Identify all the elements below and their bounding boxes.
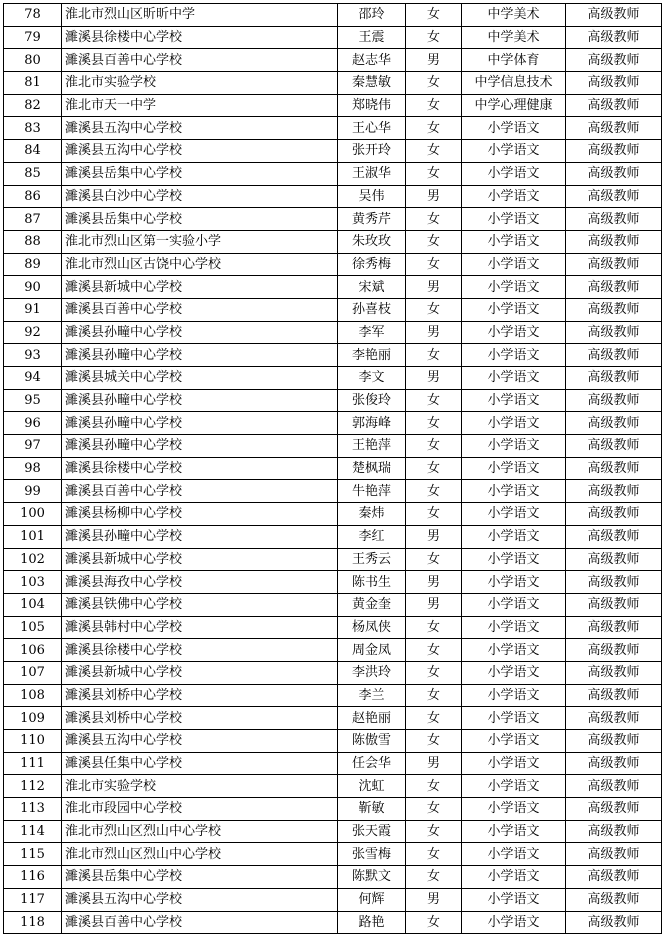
professional-title-cell: 高级教师: [566, 752, 662, 775]
teacher-name-cell: 周金凤: [338, 639, 406, 662]
teacher-table-body: [4, 4, 662, 934]
professional-title-cell: 高级教师: [566, 480, 662, 503]
subject-cell: 中学美术: [462, 26, 566, 49]
school-name-cell: 淮北市烈山区烈山中心学校: [62, 820, 338, 843]
row-number-cell: 82: [4, 94, 62, 117]
table-row: [4, 752, 662, 775]
gender-cell: 女: [406, 457, 462, 480]
gender-cell: 女: [406, 480, 462, 503]
subject-cell: 中学美术: [462, 4, 566, 27]
school-name-cell: 濉溪县五沟中心学校: [62, 888, 338, 911]
teacher-name-cell: 王秀云: [338, 548, 406, 571]
subject-cell: 小学语文: [462, 185, 566, 208]
row-number-cell: 108: [4, 684, 62, 707]
teacher-name-cell: 路艳: [338, 911, 406, 934]
gender-cell: 男: [406, 593, 462, 616]
subject-cell: 中学体育: [462, 49, 566, 72]
row-number-cell: 96: [4, 412, 62, 435]
school-name-cell: 濉溪县孙疃中心学校: [62, 435, 338, 458]
teacher-name-cell: 张天霞: [338, 820, 406, 843]
subject-cell: 小学语文: [462, 321, 566, 344]
professional-title-cell: 高级教师: [566, 525, 662, 548]
table-row: [4, 4, 662, 27]
teacher-name-cell: 张俊玲: [338, 389, 406, 412]
teacher-name-cell: 王淑华: [338, 162, 406, 185]
row-number-cell: 79: [4, 26, 62, 49]
professional-title-cell: 高级教师: [566, 412, 662, 435]
subject-cell: 小学语文: [462, 162, 566, 185]
subject-cell: 小学语文: [462, 911, 566, 934]
gender-cell: 女: [406, 298, 462, 321]
school-name-cell: 淮北市烈山区烈山中心学校: [62, 843, 338, 866]
professional-title-cell: 高级教师: [566, 911, 662, 934]
table-row: [4, 684, 662, 707]
row-number-cell: 101: [4, 525, 62, 548]
teacher-name-cell: 王震: [338, 26, 406, 49]
table-row: [4, 888, 662, 911]
professional-title-cell: 高级教师: [566, 72, 662, 95]
subject-cell: 小学语文: [462, 367, 566, 390]
teacher-name-cell: 李兰: [338, 684, 406, 707]
row-number-cell: 92: [4, 321, 62, 344]
table-row: [4, 49, 662, 72]
school-name-cell: 濉溪县孙疃中心学校: [62, 389, 338, 412]
subject-cell: 小学语文: [462, 344, 566, 367]
teacher-name-cell: 张雪梅: [338, 843, 406, 866]
table-row: [4, 798, 662, 821]
school-name-cell: 濉溪县五沟中心学校: [62, 140, 338, 163]
subject-cell: 小学语文: [462, 389, 566, 412]
row-number-cell: 106: [4, 639, 62, 662]
professional-title-cell: 高级教师: [566, 798, 662, 821]
table-row: [4, 616, 662, 639]
gender-cell: 女: [406, 435, 462, 458]
table-row: [4, 707, 662, 730]
gender-cell: 男: [406, 525, 462, 548]
gender-cell: 男: [406, 185, 462, 208]
teacher-name-cell: 吴伟: [338, 185, 406, 208]
gender-cell: 女: [406, 140, 462, 163]
row-number-cell: 117: [4, 888, 62, 911]
teacher-list-sheet: [3, 3, 662, 934]
table-row: [4, 298, 662, 321]
gender-cell: 女: [406, 412, 462, 435]
school-name-cell: 濉溪县岳集中心学校: [62, 162, 338, 185]
school-name-cell: 濉溪县任集中心学校: [62, 752, 338, 775]
row-number-cell: 80: [4, 49, 62, 72]
gender-cell: 女: [406, 72, 462, 95]
table-row: [4, 94, 662, 117]
teacher-name-cell: 王心华: [338, 117, 406, 140]
gender-cell: 女: [406, 230, 462, 253]
gender-cell: 女: [406, 94, 462, 117]
professional-title-cell: 高级教师: [566, 298, 662, 321]
row-number-cell: 105: [4, 616, 62, 639]
professional-title-cell: 高级教师: [566, 117, 662, 140]
gender-cell: 女: [406, 26, 462, 49]
gender-cell: 男: [406, 276, 462, 299]
subject-cell: 小学语文: [462, 435, 566, 458]
teacher-name-cell: 陈傲雪: [338, 730, 406, 753]
table-row: [4, 230, 662, 253]
professional-title-cell: 高级教师: [566, 457, 662, 480]
teacher-name-cell: 王艳萍: [338, 435, 406, 458]
row-number-cell: 97: [4, 435, 62, 458]
teacher-name-cell: 杨凤侠: [338, 616, 406, 639]
school-name-cell: 濉溪县岳集中心学校: [62, 208, 338, 231]
gender-cell: 男: [406, 571, 462, 594]
professional-title-cell: 高级教师: [566, 253, 662, 276]
school-name-cell: 濉溪县孙疃中心学校: [62, 412, 338, 435]
row-number-cell: 91: [4, 298, 62, 321]
gender-cell: 女: [406, 911, 462, 934]
teacher-name-cell: 楚枫瑞: [338, 457, 406, 480]
subject-cell: 小学语文: [462, 730, 566, 753]
subject-cell: 小学语文: [462, 820, 566, 843]
gender-cell: 女: [406, 4, 462, 27]
table-row: [4, 435, 662, 458]
table-row: [4, 321, 662, 344]
subject-cell: 中学心理健康: [462, 94, 566, 117]
subject-cell: 小学语文: [462, 253, 566, 276]
teacher-name-cell: 靳敏: [338, 798, 406, 821]
teacher-name-cell: 秦炜: [338, 503, 406, 526]
school-name-cell: 濉溪县五沟中心学校: [62, 730, 338, 753]
subject-cell: 小学语文: [462, 866, 566, 889]
row-number-cell: 89: [4, 253, 62, 276]
gender-cell: 女: [406, 253, 462, 276]
professional-title-cell: 高级教师: [566, 820, 662, 843]
school-name-cell: 淮北市天一中学: [62, 94, 338, 117]
school-name-cell: 濉溪县百善中心学校: [62, 49, 338, 72]
school-name-cell: 濉溪县新城中心学校: [62, 548, 338, 571]
subject-cell: 小学语文: [462, 480, 566, 503]
gender-cell: 女: [406, 639, 462, 662]
table-row: [4, 639, 662, 662]
subject-cell: 小学语文: [462, 707, 566, 730]
row-number-cell: 98: [4, 457, 62, 480]
teacher-name-cell: 郭海峰: [338, 412, 406, 435]
professional-title-cell: 高级教师: [566, 571, 662, 594]
gender-cell: 女: [406, 389, 462, 412]
gender-cell: 女: [406, 684, 462, 707]
subject-cell: 小学语文: [462, 616, 566, 639]
table-row: [4, 911, 662, 934]
table-row: [4, 593, 662, 616]
row-number-cell: 85: [4, 162, 62, 185]
school-name-cell: 濉溪县五沟中心学校: [62, 117, 338, 140]
table-row: [4, 26, 662, 49]
teacher-name-cell: 朱玫玫: [338, 230, 406, 253]
teacher-name-cell: 徐秀梅: [338, 253, 406, 276]
professional-title-cell: 高级教师: [566, 208, 662, 231]
gender-cell: 女: [406, 707, 462, 730]
professional-title-cell: 高级教师: [566, 344, 662, 367]
table-row: [4, 457, 662, 480]
table-row: [4, 117, 662, 140]
subject-cell: 小学语文: [462, 412, 566, 435]
teacher-name-cell: 牛艳萍: [338, 480, 406, 503]
table-row: [4, 140, 662, 163]
subject-cell: 小学语文: [462, 661, 566, 684]
table-row: [4, 253, 662, 276]
professional-title-cell: 高级教师: [566, 162, 662, 185]
professional-title-cell: 高级教师: [566, 593, 662, 616]
gender-cell: 女: [406, 208, 462, 231]
teacher-name-cell: 孙喜枝: [338, 298, 406, 321]
school-name-cell: 濉溪县百善中心学校: [62, 298, 338, 321]
teacher-name-cell: 李艳丽: [338, 344, 406, 367]
professional-title-cell: 高级教师: [566, 730, 662, 753]
teacher-name-cell: 沈虹: [338, 775, 406, 798]
row-number-cell: 90: [4, 276, 62, 299]
subject-cell: 小学语文: [462, 548, 566, 571]
teacher-name-cell: 赵志华: [338, 49, 406, 72]
professional-title-cell: 高级教师: [566, 321, 662, 344]
table-row: [4, 571, 662, 594]
professional-title-cell: 高级教师: [566, 49, 662, 72]
gender-cell: 男: [406, 752, 462, 775]
row-number-cell: 81: [4, 72, 62, 95]
professional-title-cell: 高级教师: [566, 230, 662, 253]
school-name-cell: 濉溪县百善中心学校: [62, 480, 338, 503]
gender-cell: 女: [406, 162, 462, 185]
row-number-cell: 87: [4, 208, 62, 231]
professional-title-cell: 高级教师: [566, 367, 662, 390]
subject-cell: 中学信息技术: [462, 72, 566, 95]
subject-cell: 小学语文: [462, 752, 566, 775]
school-name-cell: 淮北市烈山区古饶中心学校: [62, 253, 338, 276]
row-number-cell: 83: [4, 117, 62, 140]
table-row: [4, 775, 662, 798]
teacher-name-cell: 任会华: [338, 752, 406, 775]
row-number-cell: 95: [4, 389, 62, 412]
school-name-cell: 濉溪县徐楼中心学校: [62, 26, 338, 49]
row-number-cell: 104: [4, 593, 62, 616]
school-name-cell: 淮北市烈山区第一实验小学: [62, 230, 338, 253]
table-row: [4, 72, 662, 95]
professional-title-cell: 高级教师: [566, 707, 662, 730]
teacher-name-cell: 李洪玲: [338, 661, 406, 684]
teacher-name-cell: 李文: [338, 367, 406, 390]
row-number-cell: 114: [4, 820, 62, 843]
professional-title-cell: 高级教师: [566, 661, 662, 684]
subject-cell: 小学语文: [462, 775, 566, 798]
table-row: [4, 525, 662, 548]
row-number-cell: 100: [4, 503, 62, 526]
gender-cell: 男: [406, 367, 462, 390]
row-number-cell: 112: [4, 775, 62, 798]
school-name-cell: 濉溪县新城中心学校: [62, 661, 338, 684]
school-name-cell: 濉溪县海孜中心学校: [62, 571, 338, 594]
professional-title-cell: 高级教师: [566, 26, 662, 49]
school-name-cell: 濉溪县杨柳中心学校: [62, 503, 338, 526]
school-name-cell: 濉溪县刘桥中心学校: [62, 684, 338, 707]
row-number-cell: 109: [4, 707, 62, 730]
gender-cell: 女: [406, 616, 462, 639]
table-row: [4, 412, 662, 435]
school-name-cell: 濉溪县孙疃中心学校: [62, 321, 338, 344]
school-name-cell: 淮北市实验学校: [62, 775, 338, 798]
professional-title-cell: 高级教师: [566, 888, 662, 911]
teacher-name-cell: 陈书生: [338, 571, 406, 594]
table-row: [4, 503, 662, 526]
school-name-cell: 濉溪县徐楼中心学校: [62, 457, 338, 480]
teacher-name-cell: 李红: [338, 525, 406, 548]
professional-title-cell: 高级教师: [566, 775, 662, 798]
table-row: [4, 276, 662, 299]
gender-cell: 男: [406, 49, 462, 72]
subject-cell: 小学语文: [462, 639, 566, 662]
school-name-cell: 濉溪县城关中心学校: [62, 367, 338, 390]
gender-cell: 女: [406, 798, 462, 821]
row-number-cell: 116: [4, 866, 62, 889]
teacher-name-cell: 陈默文: [338, 866, 406, 889]
table-row: [4, 480, 662, 503]
row-number-cell: 84: [4, 140, 62, 163]
table-row: [4, 820, 662, 843]
school-name-cell: 濉溪县铁佛中心学校: [62, 593, 338, 616]
gender-cell: 女: [406, 344, 462, 367]
subject-cell: 小学语文: [462, 525, 566, 548]
row-number-cell: 94: [4, 367, 62, 390]
subject-cell: 小学语文: [462, 298, 566, 321]
gender-cell: 女: [406, 775, 462, 798]
professional-title-cell: 高级教师: [566, 94, 662, 117]
table-row: [4, 162, 662, 185]
row-number-cell: 93: [4, 344, 62, 367]
subject-cell: 小学语文: [462, 888, 566, 911]
subject-cell: 小学语文: [462, 457, 566, 480]
professional-title-cell: 高级教师: [566, 4, 662, 27]
professional-title-cell: 高级教师: [566, 185, 662, 208]
school-name-cell: 淮北市段园中心学校: [62, 798, 338, 821]
school-name-cell: 濉溪县孙疃中心学校: [62, 525, 338, 548]
gender-cell: 女: [406, 820, 462, 843]
subject-cell: 小学语文: [462, 593, 566, 616]
row-number-cell: 118: [4, 911, 62, 934]
table-row: [4, 367, 662, 390]
professional-title-cell: 高级教师: [566, 639, 662, 662]
professional-title-cell: 高级教师: [566, 866, 662, 889]
subject-cell: 小学语文: [462, 798, 566, 821]
subject-cell: 小学语文: [462, 230, 566, 253]
professional-title-cell: 高级教师: [566, 548, 662, 571]
row-number-cell: 102: [4, 548, 62, 571]
teacher-name-cell: 宋斌: [338, 276, 406, 299]
subject-cell: 小学语文: [462, 503, 566, 526]
gender-cell: 女: [406, 548, 462, 571]
subject-cell: 小学语文: [462, 684, 566, 707]
subject-cell: 小学语文: [462, 140, 566, 163]
school-name-cell: 濉溪县韩村中心学校: [62, 616, 338, 639]
table-row: [4, 208, 662, 231]
teacher-name-cell: 赵艳丽: [338, 707, 406, 730]
professional-title-cell: 高级教师: [566, 435, 662, 458]
teacher-table: [3, 3, 662, 934]
teacher-name-cell: 黄金奎: [338, 593, 406, 616]
row-number-cell: 86: [4, 185, 62, 208]
gender-cell: 女: [406, 661, 462, 684]
teacher-name-cell: 秦慧敏: [338, 72, 406, 95]
table-row: [4, 344, 662, 367]
subject-cell: 小学语文: [462, 117, 566, 140]
gender-cell: 女: [406, 843, 462, 866]
school-name-cell: 濉溪县岳集中心学校: [62, 866, 338, 889]
gender-cell: 女: [406, 117, 462, 140]
teacher-name-cell: 李军: [338, 321, 406, 344]
row-number-cell: 78: [4, 4, 62, 27]
table-row: [4, 730, 662, 753]
subject-cell: 小学语文: [462, 843, 566, 866]
teacher-name-cell: 黄秀芹: [338, 208, 406, 231]
row-number-cell: 113: [4, 798, 62, 821]
table-row: [4, 661, 662, 684]
row-number-cell: 99: [4, 480, 62, 503]
school-name-cell: 淮北市实验学校: [62, 72, 338, 95]
row-number-cell: 88: [4, 230, 62, 253]
gender-cell: 女: [406, 866, 462, 889]
table-row: [4, 548, 662, 571]
table-row: [4, 185, 662, 208]
school-name-cell: 濉溪县孙疃中心学校: [62, 344, 338, 367]
table-row: [4, 843, 662, 866]
row-number-cell: 111: [4, 752, 62, 775]
school-name-cell: 濉溪县新城中心学校: [62, 276, 338, 299]
school-name-cell: 濉溪县徐楼中心学校: [62, 639, 338, 662]
professional-title-cell: 高级教师: [566, 276, 662, 299]
professional-title-cell: 高级教师: [566, 616, 662, 639]
teacher-name-cell: 何辉: [338, 888, 406, 911]
gender-cell: 女: [406, 503, 462, 526]
teacher-name-cell: 邵玲: [338, 4, 406, 27]
school-name-cell: 濉溪县百善中心学校: [62, 911, 338, 934]
professional-title-cell: 高级教师: [566, 389, 662, 412]
gender-cell: 女: [406, 730, 462, 753]
row-number-cell: 115: [4, 843, 62, 866]
teacher-name-cell: 郑晓伟: [338, 94, 406, 117]
row-number-cell: 107: [4, 661, 62, 684]
school-name-cell: 濉溪县刘桥中心学校: [62, 707, 338, 730]
school-name-cell: 濉溪县白沙中心学校: [62, 185, 338, 208]
subject-cell: 小学语文: [462, 276, 566, 299]
subject-cell: 小学语文: [462, 571, 566, 594]
gender-cell: 男: [406, 888, 462, 911]
professional-title-cell: 高级教师: [566, 503, 662, 526]
table-row: [4, 866, 662, 889]
professional-title-cell: 高级教师: [566, 140, 662, 163]
school-name-cell: 淮北市烈山区昕昕中学: [62, 4, 338, 27]
row-number-cell: 110: [4, 730, 62, 753]
teacher-name-cell: 张开玲: [338, 140, 406, 163]
row-number-cell: 103: [4, 571, 62, 594]
professional-title-cell: 高级教师: [566, 684, 662, 707]
subject-cell: 小学语文: [462, 208, 566, 231]
gender-cell: 男: [406, 321, 462, 344]
table-row: [4, 389, 662, 412]
professional-title-cell: 高级教师: [566, 843, 662, 866]
